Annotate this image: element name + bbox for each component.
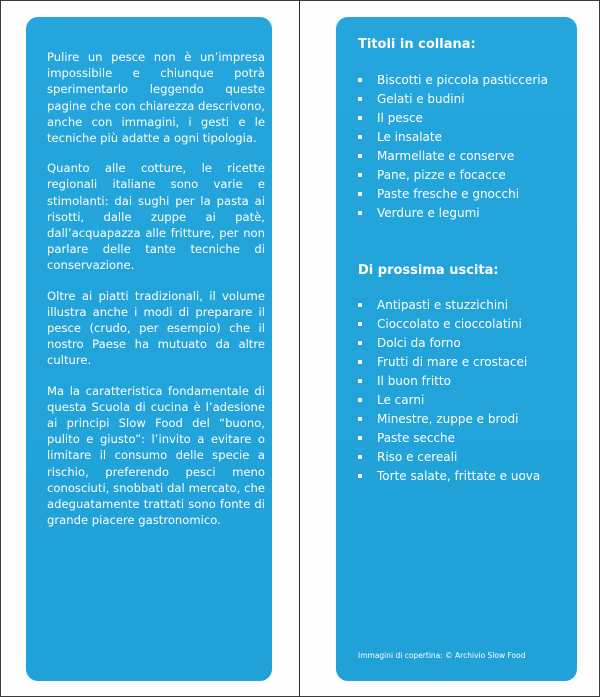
list-item (358, 166, 548, 185)
bullet-icon (358, 455, 362, 459)
bullet-icon (358, 154, 362, 158)
list-item (358, 315, 540, 334)
list-item (358, 128, 548, 147)
left-panel (26, 17, 272, 681)
bullet-icon (358, 116, 362, 120)
bullet-icon (358, 78, 362, 82)
list-item (358, 296, 540, 315)
list-item-label: Paste fresche e gnocchi (377, 187, 520, 201)
bullet-icon (358, 398, 362, 402)
list-item (358, 71, 548, 90)
cover-credit: Immagini di copertina: © Archivio Slow Food (358, 651, 526, 660)
prossima-heading: Di prossima uscita: (358, 263, 499, 278)
list-item-label: Cioccolato e cioccolatini (377, 317, 522, 331)
list-item (358, 90, 548, 109)
bullet-icon (358, 474, 362, 478)
bullet-icon (358, 322, 362, 326)
list-item-label: Biscotti e piccola pasticceria (377, 73, 548, 87)
list-item-label: Minestre, zuppe e brodi (377, 412, 519, 426)
bullet-icon (358, 341, 362, 345)
bullet-icon (358, 192, 362, 196)
paragraph-3: Oltre ai piatti tradizionali, il volume illustra anche i modi di preparare il pesce (crudo, per esempio) che il nostro Paese ha mutuato da altre culture. (47, 288, 265, 368)
list-item (358, 467, 540, 486)
bullet-icon (358, 417, 362, 421)
bullet-icon (358, 211, 362, 215)
list-item (358, 391, 540, 410)
list-item-label: Marmellate e conserve (377, 149, 515, 163)
list-item-label: Le insalate (377, 130, 442, 144)
bullet-icon (358, 135, 362, 139)
list-item-label: Il buon fritto (377, 374, 451, 388)
bullet-icon (358, 379, 362, 383)
list-item-label: Pane, pizze e focacce (377, 168, 506, 182)
list-item (358, 109, 548, 128)
list-item-label: Il pesce (377, 111, 423, 125)
list-item-label: Antipasti e stuzzichini (377, 298, 509, 312)
list-item (358, 185, 548, 204)
paragraph-4: Ma la caratteristica fondamentale di questa Scuola di cucina è l’adesione ai principi Slow Food del “buono, pulito e giusto”: l’invito a evitare o limitare il consumo delle specie a rischio, preferendo pesci meno conosciuti, snobbati dal mercato, che adeguatamente trattati sono fonte di grande piacere gastronomico. (47, 383, 265, 528)
list-item-label: Le carni (377, 393, 425, 407)
list-item (358, 410, 540, 429)
description-text (47, 49, 265, 542)
list-item (358, 147, 548, 166)
list-item (358, 334, 540, 353)
bullet-icon (358, 436, 362, 440)
list-item-label: Gelati e budini (377, 92, 465, 106)
list-item (358, 353, 540, 372)
bullet-icon (358, 360, 362, 364)
prossima-list (358, 296, 540, 486)
list-item (358, 429, 540, 448)
list-item-label: Paste secche (377, 431, 456, 445)
list-item (358, 372, 540, 391)
list-item (358, 204, 548, 223)
paragraph-2: Quanto alle cotture, le ricette regionali italiane sono varie e stimolanti: dai sughi per la pasta ai risotti, dalle zuppe ai patè, dall’acquapazza alle fritture, per non parlare delle tante tecniche di conservazione. (47, 161, 265, 273)
list-item-label: Riso e cereali (377, 450, 458, 464)
right-panel (336, 17, 577, 681)
list-item (358, 448, 540, 467)
fold-line (299, 0, 300, 697)
list-item-label: Frutti di mare e crostacei (377, 355, 528, 369)
bullet-icon (358, 303, 362, 307)
titoli-heading: Titoli in collana: (358, 37, 476, 52)
list-item-label: Dolci da forno (377, 336, 461, 350)
titoli-list (358, 71, 548, 223)
list-item-label: Verdure e legumi (377, 206, 480, 220)
bullet-icon (358, 173, 362, 177)
paragraph-1: Pulire un pesce non è un’impresa impossibile e chiunque potrà sperimentarlo leggendo queste pagine che con chiarezza descrivono, anche con immagini, i gesti e le tecniche più adatte a ogni tipologia. (47, 50, 265, 146)
list-item-label: Torte salate, frittate e uova (377, 469, 541, 483)
bullet-icon (358, 97, 362, 101)
